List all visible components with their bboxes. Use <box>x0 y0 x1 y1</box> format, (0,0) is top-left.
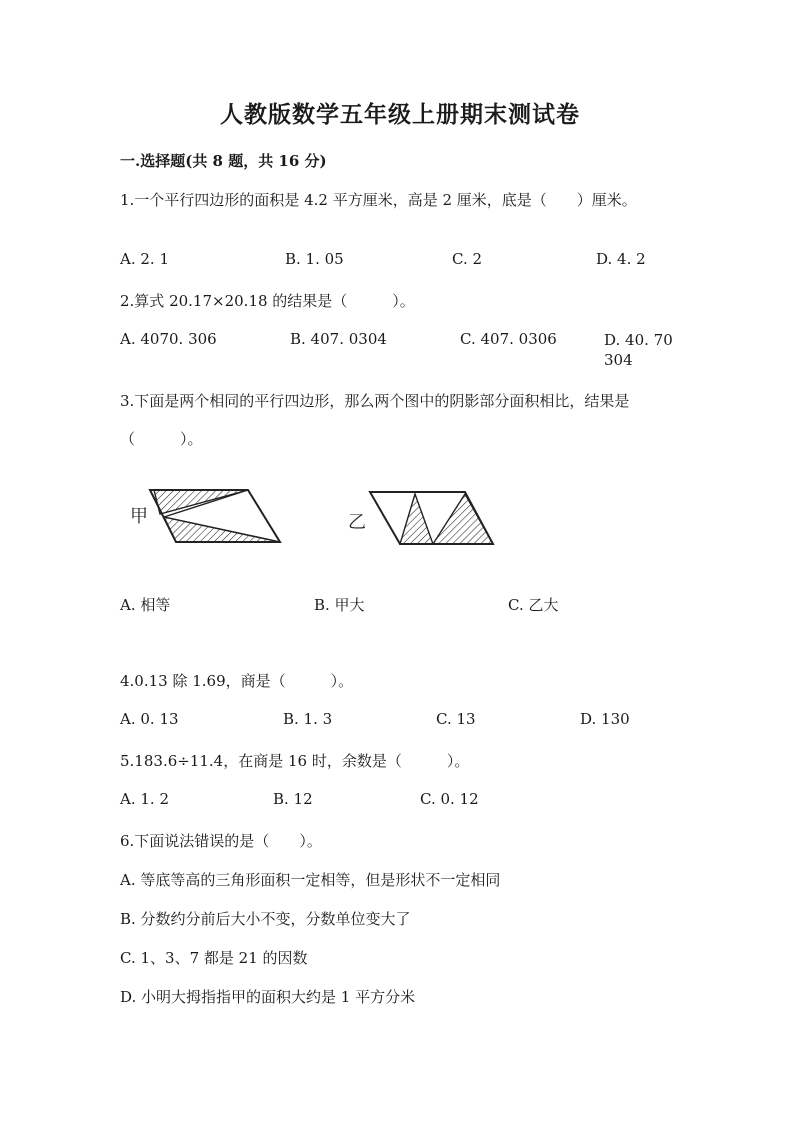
question-4-option-d: D. 130 <box>580 710 630 728</box>
page-title: 人教版数学五年级上册期末测试卷 <box>220 101 580 128</box>
question-3-option-a: A. 相等 <box>120 596 171 614</box>
question-3-stem-line2: （ ）。 <box>120 430 203 448</box>
question-3-option-b: B. 甲大 <box>314 596 365 614</box>
question-1-option-d: D. 4. 2 <box>596 250 646 268</box>
question-4-stem: 4.0.13 除 1.69，商是（ ）。 <box>120 672 354 690</box>
question-1-option-c: C. 2 <box>452 250 483 268</box>
question-1-option-b: B. 1. 05 <box>285 250 344 268</box>
question-2-stem: 2.算式 20.17×20.18 的结果是（ ）。 <box>120 292 415 310</box>
parallelogram-figures <box>120 480 510 552</box>
question-2-option-c: C. 407. 0306 <box>460 330 557 348</box>
question-5-option-a: A. 1. 2 <box>120 790 169 808</box>
question-3-option-c: C. 乙大 <box>508 596 559 614</box>
section-heading: 一.选择题(共 8 题，共 16 分) <box>120 152 327 170</box>
question-6-option-c: C. 1、3、7 都是 21 的因数 <box>120 949 308 967</box>
question-2-option-b: B. 407. 0304 <box>290 330 387 348</box>
figure-label-yi: 乙 <box>348 512 366 533</box>
question-1-stem: 1.一个平行四边形的面积是 4.2 平方厘米，高是 2 厘米，底是（ ）厘米。 <box>120 191 637 209</box>
question-4-option-c: C. 13 <box>436 710 476 728</box>
question-1-option-a: A. 2. 1 <box>120 250 169 268</box>
question-3-stem-line1: 3.下面是两个相同的平行四边形，那么两个图中的阴影部分面积相比，结果是 <box>120 392 630 410</box>
figure-label-jia: 甲 <box>130 506 148 527</box>
question-5-option-c: C. 0. 12 <box>420 790 479 808</box>
question-2-option-a: A. 4070. 306 <box>120 330 217 348</box>
question-4-option-b: B. 1. 3 <box>283 710 333 728</box>
parallelogram-jia <box>150 490 280 542</box>
question-6-option-d: D. 小明大拇指指甲的面积大约是 1 平方分米 <box>120 988 416 1006</box>
question-6-stem: 6.下面说法错误的是（ ）。 <box>120 832 322 850</box>
parallelogram-yi <box>370 492 493 544</box>
question-2-option-d: D. 40. 70304 <box>604 331 673 369</box>
question-5-stem: 5.183.6÷11.4，在商是 16 时，余数是（ ）。 <box>120 752 470 770</box>
question-6-option-a: A. 等底等高的三角形面积一定相等，但是形状不一定相同 <box>120 871 501 889</box>
question-6-option-b: B. 分数约分前后大小不变，分数单位变大了 <box>120 910 411 928</box>
question-4-option-a: A. 0. 13 <box>120 710 179 728</box>
question-5-option-b: B. 12 <box>273 790 313 808</box>
